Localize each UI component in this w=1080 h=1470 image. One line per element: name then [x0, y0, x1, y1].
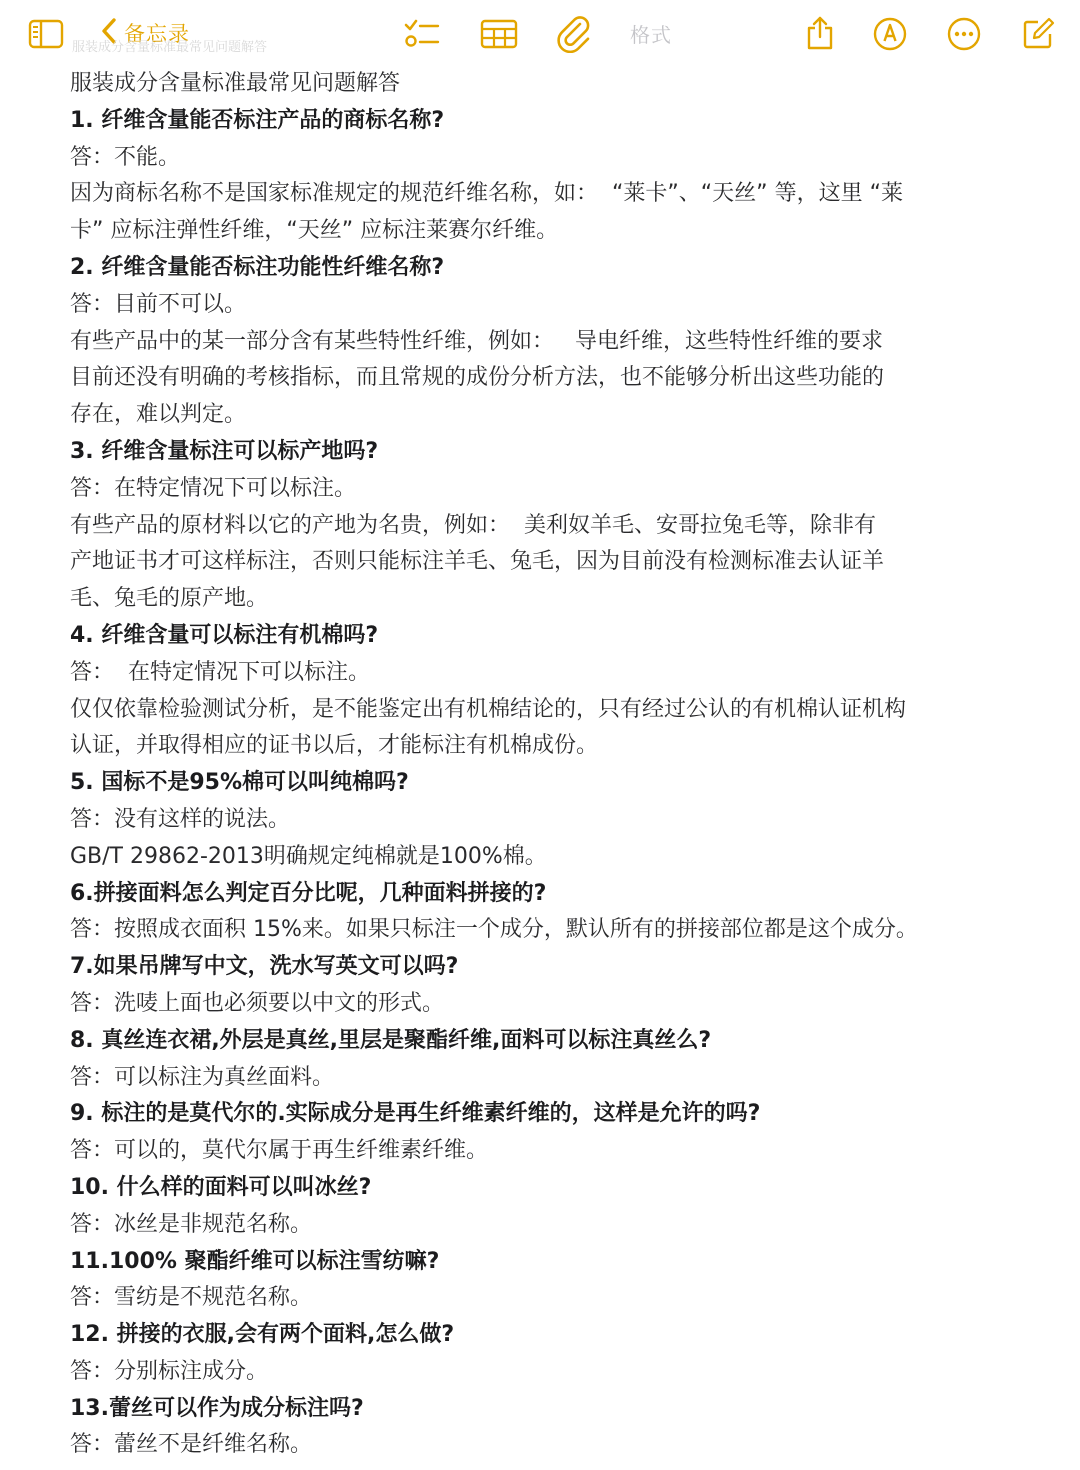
- question-line: 7.如果吊牌写中文，洗水写英文可以吗?: [70, 954, 459, 980]
- notes-toolbar: [0, 0, 1080, 68]
- question-line: 8. 真丝连衣裙,外层是真丝,里层是聚酯纤维,面料可以标注真丝么?: [70, 1027, 712, 1053]
- paragraph-line: 目前还没有明确的考核指标，而且常规的成份分析方法，也不能够分析出这些功能的: [70, 365, 885, 391]
- share-button[interactable]: [800, 12, 840, 54]
- paragraph-line: 存在，难以判定。: [70, 402, 247, 428]
- answer-line: 答：按照成衣面积 15%来。如果只标注一个成分，默认所有的拼接部位都是这个成分。: [70, 917, 918, 943]
- answer-line: 答：冰丝是非规范名称。: [70, 1211, 313, 1237]
- answer-line: 答：洗唛上面也必须要以中文的形式。: [70, 990, 445, 1016]
- question-line: 13.蕾丝可以作为成分标注吗?: [70, 1395, 364, 1421]
- question-line: 12. 拼接的衣服,会有两个面料,怎么做?: [70, 1322, 455, 1348]
- answer-line: 答：雪纺是不规范名称。: [70, 1285, 313, 1311]
- answer-line: 答：不能。: [70, 144, 181, 170]
- share-icon: [805, 15, 835, 51]
- question-line: 5. 国标不是95%棉可以叫纯棉吗?: [70, 770, 409, 796]
- format-button[interactable]: 格式: [630, 23, 672, 47]
- question-line: 3. 纤维含量标注可以标产地吗?: [70, 438, 379, 464]
- question-line: 4. 纤维含量可以标注有机棉吗?: [70, 622, 379, 648]
- question-line: 2. 纤维含量能否标注功能性纤维名称?: [70, 254, 445, 280]
- compose-button[interactable]: [1018, 14, 1058, 54]
- answer-line: 答：蕾丝不是纤维名称。: [70, 1432, 313, 1458]
- paragraph-line: 有些产品的原材料以它的产地为名贵，例如： 美利奴羊毛、安哥拉兔毛等，除非有: [70, 512, 876, 538]
- compose-icon: [1021, 17, 1055, 51]
- attachment-button[interactable]: [554, 14, 594, 54]
- note-body[interactable]: [70, 66, 1005, 1464]
- paragraph-line: 服装成分含量标准最常见问题解答: [70, 71, 401, 96]
- answer-line: 答：可以标注为真丝面料。: [70, 1064, 335, 1090]
- note-title-ghost: 服装成分含量标准最常见问题解答: [72, 40, 268, 54]
- markup-button[interactable]: [870, 14, 910, 54]
- question-line: 6.拼接面料怎么判定百分比呢，几种面料拼接的?: [70, 880, 547, 906]
- question-line: 11.100% 聚酯纤维可以标注雪纺嘛?: [70, 1248, 440, 1274]
- paragraph-line: GB/T 29862-2013明确规定纯棉就是100%棉。: [70, 843, 547, 869]
- more-button[interactable]: [944, 14, 984, 54]
- paragraph-line: 卡” 应标注弹性纤维，“天丝” 应标注莱赛尔纤维。: [70, 218, 559, 244]
- paragraph-line: 毛、兔毛的原产地。: [70, 586, 269, 612]
- answer-line: 答： 在特定情况下可以标注。: [70, 659, 370, 685]
- answer-line: 答：在特定情况下可以标注。: [70, 475, 357, 501]
- more-icon: [946, 16, 982, 52]
- answer-line: 答：可以的，莫代尔属于再生纤维素纤维。: [70, 1138, 489, 1164]
- answer-line: 答：目前不可以。: [70, 291, 247, 317]
- paragraph-line: 有些产品中的某一部分含有某些特性纤维，例如： 导电纤维，这些特性纤维的要求: [70, 328, 883, 354]
- answer-line: 答：没有这样的说法。: [70, 806, 291, 832]
- paperclip-icon: [556, 15, 592, 53]
- question-line: 10. 什么样的面料可以叫冰丝?: [70, 1174, 372, 1200]
- paragraph-line: 认证，并取得相应的证书以后，才能标注有机棉成份。: [70, 733, 599, 759]
- paragraph-line: 因为商标名称不是国家标准规定的规范纤维名称，如： “莱卡”、“天丝” 等，这里 “莱: [70, 181, 903, 207]
- paragraph-line: 产地证书才可这样标注，否则只能标注羊毛、兔毛，因为目前没有检测标准去认证羊: [70, 549, 885, 575]
- table-button[interactable]: [478, 16, 520, 52]
- paragraph-line: 仅仅依靠检验测试分析，是不能鉴定出有机棉结论的，只有经过公认的有机棉认证机构: [70, 696, 907, 722]
- answer-line: 答：分别标注成分。: [70, 1358, 269, 1384]
- question-line: 9. 标注的是莫代尔的.实际成分是再生纤维素纤维的，这样是允许的吗?: [70, 1101, 761, 1127]
- question-line: 1. 纤维含量能否标注产品的商标名称?: [70, 107, 445, 133]
- sidebar-icon: [28, 19, 64, 49]
- table-icon: [480, 19, 518, 49]
- markup-icon: [872, 16, 908, 52]
- back-label: 备忘录: [124, 22, 190, 46]
- sidebar-toggle-button[interactable]: [26, 16, 66, 52]
